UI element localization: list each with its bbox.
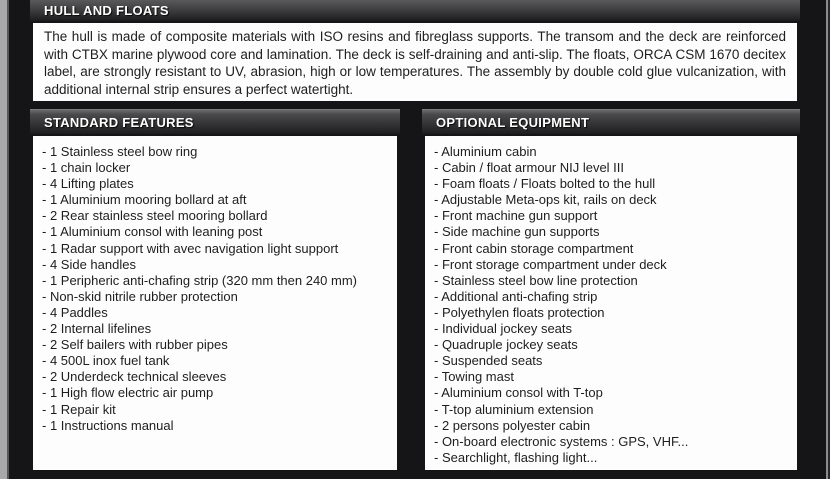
hull-and-floats-title: HULL AND FLOATS [44,3,169,18]
list-item: - On-board electronic systems : GPS, VHF... [434,433,689,449]
content-area [30,0,800,470]
list-item: - 1 High flow electric air pump [42,385,214,401]
list-item: - 1 Peripheric anti-chafing strip (320 mm then 240 mm) [42,272,358,288]
list-item: - Searchlight, flashing light... [434,449,598,465]
list-item: - 1 chain locker [42,160,131,176]
page-left-edge-shadow [7,0,9,479]
list-item: - 2 Rear stainless steel mooring bollard [42,208,268,224]
list-item: - 1 Stainless steel bow ring [42,144,198,159]
list-item: - Aluminium cabin [434,144,537,159]
list-item: - Polyethylen floats protection [434,304,605,320]
optional-equipment-list [425,136,797,470]
hull-and-floats-header-bar [30,0,800,21]
standard-features-header-bar [30,109,400,134]
list-item: - 1 Aluminium mooring bollard at aft [42,192,247,208]
list-item: - Towing mast [434,369,514,385]
list-item: - Front cabin storage compartment [434,240,634,256]
list-item: - 2 Underdeck technical sleeves [42,369,227,385]
list-item: - 4 500L inox fuel tank [42,353,170,369]
list-item: - 1 Radar support with avec navigation light support [42,240,339,256]
list-item: - Additional anti-chafing strip [434,288,598,304]
section-optional-equipment [422,109,800,470]
list-item: - 2 persons polyester cabin [434,417,591,433]
list-item: - 4 Side handles [42,256,136,272]
list-item: - Quadruple jockey seats [434,337,578,353]
standard-features-list [33,136,397,470]
feature-columns [30,109,800,470]
optional-equipment-header-bar [422,109,800,134]
list-item: - 1 Instructions manual [42,417,174,433]
list-item: - Front machine gun support [434,208,598,224]
list-item: - 4 Paddles [42,304,108,320]
page-left-edge [0,0,7,479]
list-item: - Cabin / float armour NIJ level III [434,160,625,176]
list-item: - Individual jockey seats [434,321,573,337]
list-item: - T-top aluminium extension [434,401,594,417]
list-item: - 2 Self bailers with rubber pipes [42,337,228,353]
standard-features-title: STANDARD FEATURES [44,114,194,130]
list-item: - 1 Aluminium consol with leaning post [42,224,263,240]
list-item: - 2 Internal lifelines [42,321,152,337]
list-item: - Stainless steel bow line protection [434,272,638,288]
list-item: - Front storage compartment under deck [434,256,667,272]
list-item: - Side machine gun supports [434,224,600,240]
optional-equipment-title: OPTIONAL EQUIPMENT [436,114,590,130]
list-item: - Aluminium consol with T-top [434,385,603,401]
list-item: - Suspended seats [434,353,543,369]
list-item: - Adjustable Meta-ops kit, rails on deck [434,192,657,208]
section-hull-and-floats [30,0,800,101]
list-item: - 4 Lifting plates [42,176,134,192]
list-item: - Foam floats / Floats bolted to the hull [434,176,656,192]
list-item: - Non-skid nitrile rubber protection [42,288,238,304]
list-item: - 1 Repair kit [42,401,116,417]
hull-and-floats-description: The hull is made of composite materials with ISO resins and fibreglass supports. The transom and the deck are reinforced with CTBX marine plywood core and lamination. The deck is self-draining and anti-slip. The floats, ORCA CSM 1670 decitex label, are strongly resistant to UV, abrasion, high or low temperatures. The assembly by double cold glue vulcanization, with additional internal strip ensures a perfect watertight. [33,23,797,101]
section-standard-features [30,109,400,470]
